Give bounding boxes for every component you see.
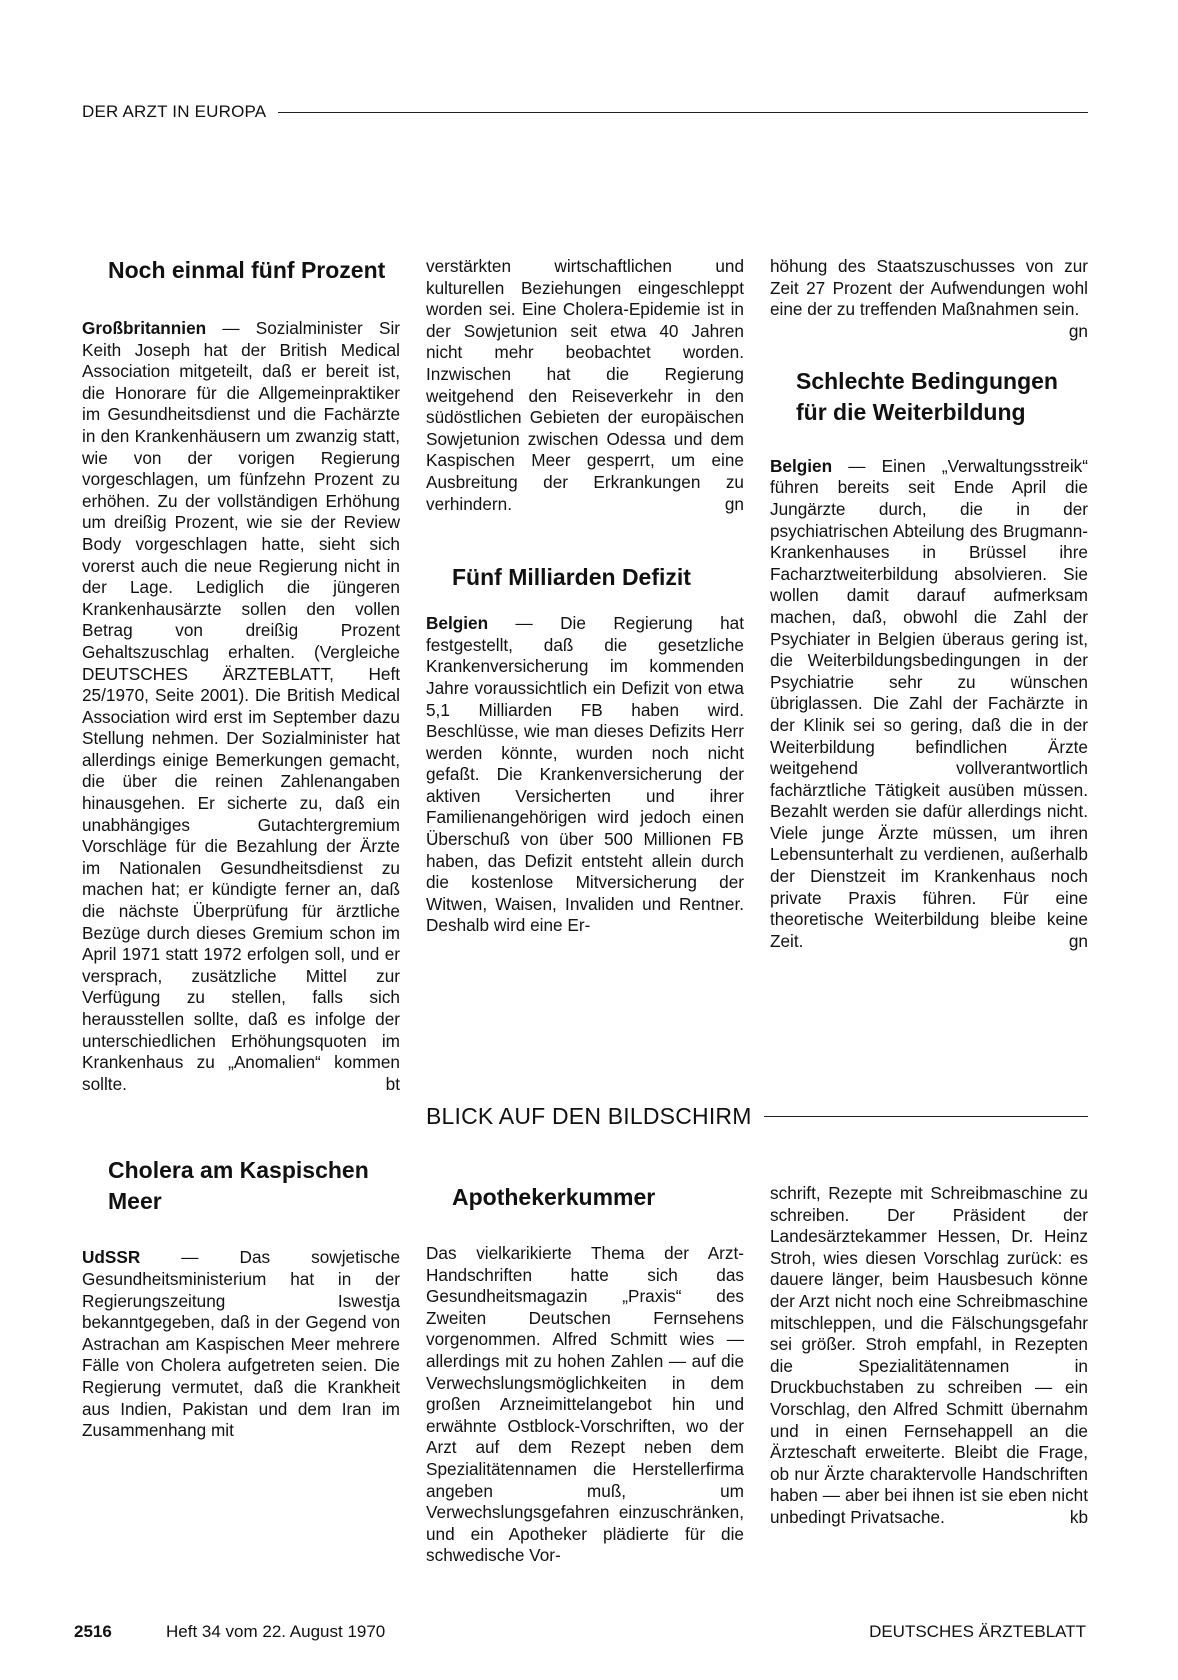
author-signature: kb	[1069, 1506, 1088, 1527]
section-title: DER ARZT IN EUROPA	[82, 102, 267, 121]
section-rule	[764, 1116, 1088, 1117]
article-body-cholera-cont	[426, 256, 744, 515]
article-text: — Sozialminister Sir Keith Joseph hat der British Medical Association mitgeteilt, daß er bereit ist, die Honorare für die Allgemeinpraktiker im Gesundheitsdienst und die Fachärzte in den Krankenhäusern um zwanzig statt, wie von der vorigen Regierung vorgeschlagen, um fünfzehn Prozent zu erhöhen. Zu der vollständigen Erhöhung um dreißig Prozent, wie sie der Review Body vorgeschlagen hatte, sieht sich vorerst auch die neue Regierung nicht in der Lage. Lediglich die jüngeren Krankenhausärzte sollen den vollen Betrag von dreißig Prozent Gehaltszuschlag erhalten. (Vergleiche DEUTSCHES ÄRZTEBLATT, Heft 25/1970, Seite 2001). Die British Medical Association wird erst im September dazu Stellung nehmen. Der Sozialminister hat allerdings einige Bemerkungen gemacht, die über die reinen Zahlenangaben hinausgehen. Er sicherte zu, daß ein unabhängiges Gutachtergremium Vorschläge für die Bezahlung der Ärzte im Nationalen Gesundheitsdienst zu machen hat; er kündigte ferner an, daß die nächste Überprüfung für ärztliche Bezüge durch dieses Gremium schon im April 1971 statt 1972 erfolgen soll, und er versprach, zusätzliche Mittel zur Verfügung zu stellen, falls sich herausstellen sollte, daß es infolge der unterschiedlichen Erhöhungsquoten im Krankenhaus zu „Anomalien“ kommen sollte.	[82, 318, 400, 1094]
article-body-defizit-cont	[770, 256, 1088, 341]
article-lead: Belgien	[770, 455, 833, 476]
column-3	[770, 256, 1088, 952]
column-1	[82, 255, 400, 1442]
author-signature: gn	[1068, 320, 1088, 341]
article-body-apothekerkummer-cont	[770, 1183, 1088, 1529]
author-signature: gn	[1068, 930, 1088, 951]
article-body-apothekerkummer	[426, 1243, 744, 1567]
article-lead: Großbritannien	[82, 318, 207, 338]
article-title-noch-einmal: Noch einmal fünf Prozent	[108, 257, 386, 283]
magazine-name: DEUTSCHES ÄRZTEBLATT	[869, 1622, 1086, 1641]
section-header-arzt-in-europa	[82, 102, 1088, 122]
article-text: schrift, Rezepte mit Schreibmaschine zu schreiben. Der Präsident der Landesärztekammer Hessen, Dr. Heinz Stroh, wies diesen Vorschlag zurück: es dauere länger, beim Hausbesuch könne der Arzt nicht noch eine Schreibmaschine mitschleppen, und die Fälschungsgefahr sei größer. Stroh empfahl, in Rezepten die Spezialitätennamen in Druckbuchstaben zu schreiben — ein Vorschlag, den Alfred Schmitt übernahm und in einen Fernsehappell an die Ärzteschaft erweiterte. Bleibt die Frage, ob nur Ärzte charaktervolle Handschriften haben — aber bei ihnen ist sie eben nicht unbedingt Privatsache.	[770, 1183, 1088, 1527]
article-text: verstärkten wirtschaftlichen und kulturellen Beziehungen eingeschleppt worden sei. Eine Cholera-Epidemie ist in der Sowjetunion seit etwa 40 Jahren nicht mehr beobachtet worden. Inzwischen hat die Regierung weitgehend den Reiseverkehr in den südöstlichen Gebieten der europäischen Sowjetunion zwischen Odessa und dem Kaspischen Meer gesperrt, um eine Ausbreitung der Erkrankungen zu verhindern.	[426, 256, 744, 514]
column-2-bottom	[426, 1182, 744, 1567]
section-rule	[278, 112, 1088, 113]
article-title-cholera: Cholera am Kaspischen Meer	[108, 1157, 369, 1215]
column-3-bottom	[770, 1183, 1088, 1529]
article-text: — Die Regierung hat festgestellt, daß die gesetzliche Krankenversicherung im kommenden Jahre voraussichtlich ein Defizit von etwa 5,1 Milliarden FB haben wird. Beschlüsse, wie man dieses Defizits Herr werden könnte, wurden noch nicht gefaßt. Die Krankenversicherung der aktiven Versicherten und ihrer Familienangehörigen wird jedoch einen Überschuß von über 500 Millionen FB haben, das Defizit entsteht allein durch die kostenlose Mitversicherung der Witwen, Waisen, Invaliden und Rentner. Deshalb wird eine Er-	[426, 613, 744, 936]
article-lead: UdSSR	[82, 1247, 141, 1268]
article-text: Das vielkarikierte Thema der Arzt-Handschriften hatte sich das Gesundheitsmagazin „Praxis“ des Zweiten Deutschen Fernsehens vorgenommen. Alfred Schmitt wies — allerdings mit zu hohen Zahlen — auf die Verwechslungsmöglichkeiten in dem großen Arzneimittelangebot hin und erwähnte Ostblock-Vorschriften, wo der Arzt auf dem Rezept neben dem Spezialitätennamen die Herstellerfirma angeben muß, um Verwechslungsgefahren einzuschränken, und ein Apotheker plädierte für die schwedische Vor-	[426, 1243, 744, 1566]
column-2	[426, 256, 744, 937]
article-body-noch-einmal	[82, 318, 400, 1095]
article-text: — Das sowjetische Gesundheitsministerium hat in der Regierungszeitung Iswestja bekanntgegeben, daß in der Gegend von Astrachan am Kaspischen Meer mehrere Fälle von Cholera aufgetreten seien. Die Regierung vermutet, daß die Krankheit aus Indien, Pakistan und dem Iran im Zusammenhang mit	[82, 1247, 400, 1441]
article-body-weiterbildung	[770, 456, 1088, 953]
article-title-defizit: Fünf Milliarden Defizit	[452, 564, 691, 591]
article-lead: Belgien	[426, 613, 489, 634]
article-body-defizit	[426, 613, 744, 937]
section-title: BLICK AUF DEN BILDSCHIRM	[426, 1103, 752, 1129]
section-header-bildschirm	[426, 1103, 1088, 1130]
author-signature: gn	[724, 493, 744, 514]
article-title-apothekerkummer: Apothekerkummer	[452, 1184, 656, 1210]
issue-info: Heft 34 vom 22. August 1970	[166, 1622, 386, 1641]
article-text: höhung des Staatszuschusses von zur Zeit 27 Prozent der Aufwendungen wohl eine der zu treffenden Maßnahmen sein.	[770, 256, 1088, 320]
article-body-cholera	[82, 1247, 400, 1441]
page-number: 2516	[74, 1622, 112, 1641]
article-title-weiterbildung: Schlechte Bedingungen für die Weiterbildung	[796, 367, 1058, 425]
article-text: — Einen „Verwaltungsstreik“ führen bereits seit Ende April die Jungärzte durch, die in der psychiatrischen Abteilung des Brugmann-Krankenhauses in Brüssel ihre Facharztweiterbildung absolvieren. Sie wollen damit darauf aufmerksam machen, daß, obwohl die Zahl der Psychiater in Belgien überaus gering ist, die Weiterbildungsbedingungen in der Psychiatrie sehr zu wünschen übriglassen. Die Zahl der Fachärzte in der Klinik sei so gering, daß die in der Weiterbildung befindlichen Ärzte weitgehend vollverantwortlich fachärztliche Tätigkeit ausüben müssen. Bezahlt werden sie dafür allerdings nicht. Viele junge Ärzte müssen, um ihren Lebensunterhalt zu verdienen, außerhalb der Dienstzeit im Krankenhaus noch private Praxis führen. Für eine theoretische Weiterbildung bleibe keine Zeit.	[770, 455, 1088, 951]
author-signature: bt	[385, 1073, 400, 1094]
